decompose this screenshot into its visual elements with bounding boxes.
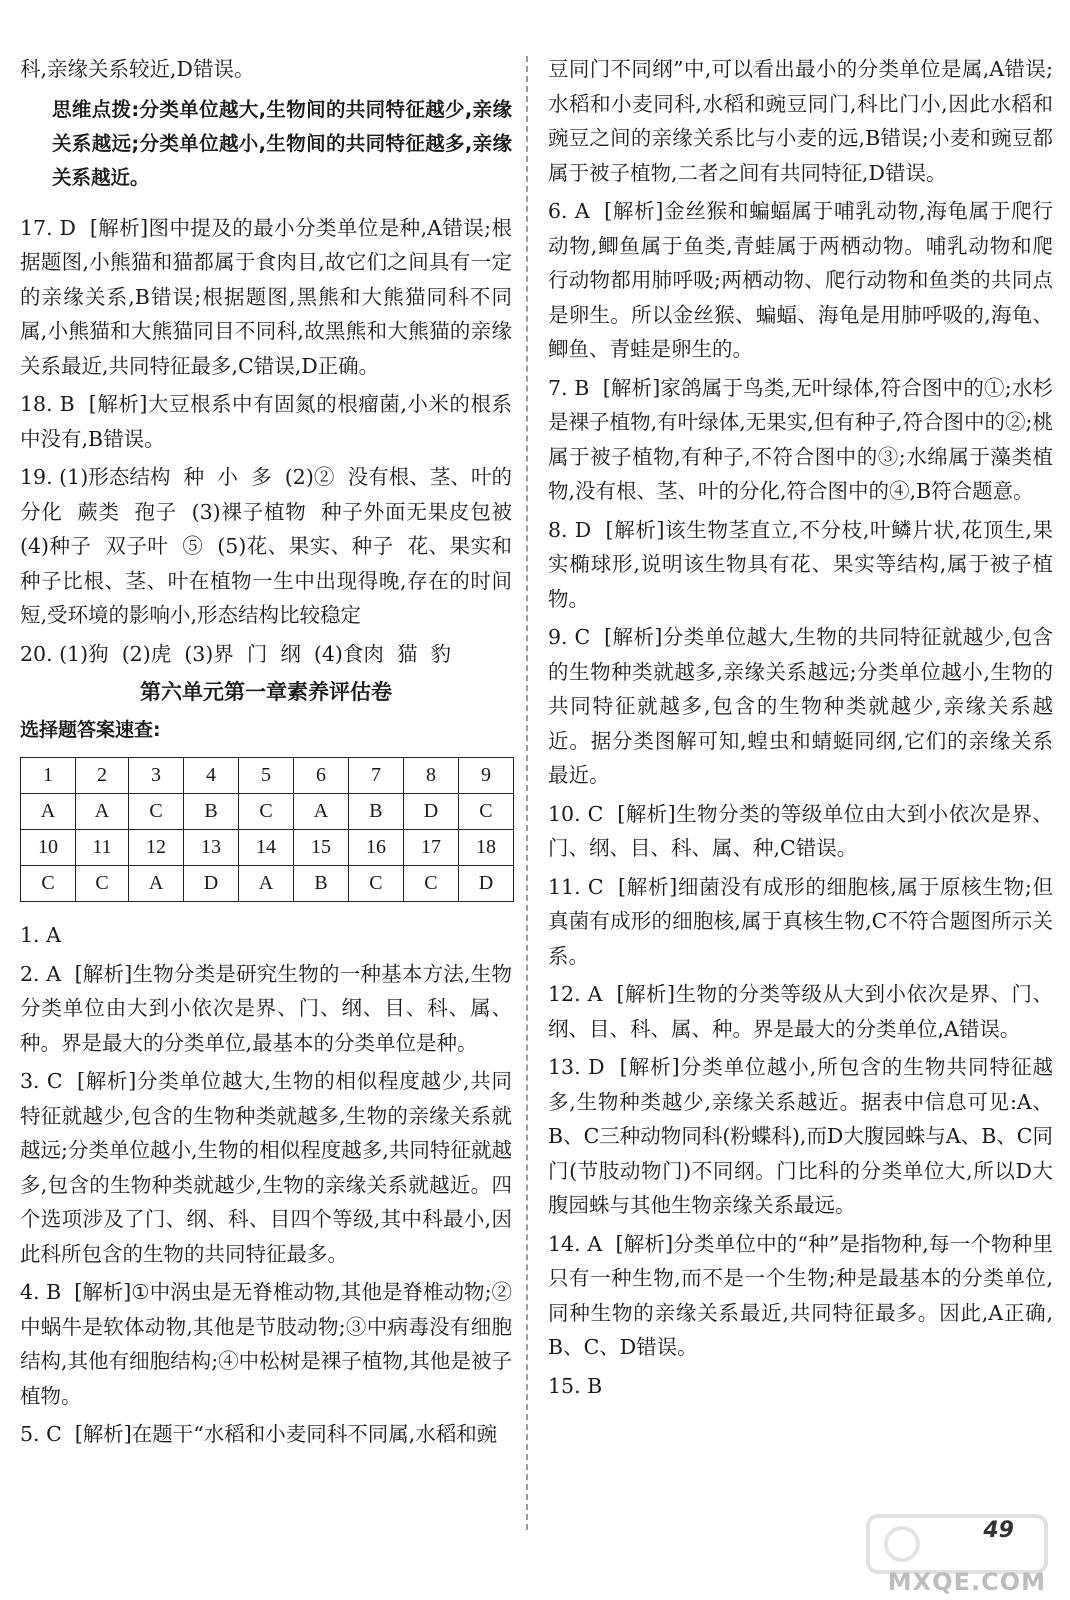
answer-table-cell: A [239,866,294,902]
answer-table-cell: 8 [403,758,458,794]
answer-table-cell: C [403,866,458,902]
column-divider [526,56,528,1530]
answer-table-cell: 10 [21,830,76,866]
answer-table-cell: 13 [184,830,239,866]
answer-item-9: 9. C [解析]分类单位越大,生物的共同特征就越少,包含的生物种类就越多,亲缘关系越远;分类单位越小,生物的共同特征就越多,包含的生物种类就越少,亲缘关系越近。据分类图解可知,蝗虫和蜻蜓同纲,它们的亲缘关系最近。 [548,625,1053,787]
answer-item-2: 2. A [解析]生物分类是研究生物的一种基本方法,生物分类单位由大到小依次是界、门、纲、目、科、属、种。界是最大的分类单位,最基本的分类单位是种。 [20,961,512,1055]
answer-item-4: 4. B [解析]①中涡虫是无脊椎动物,其他是脊椎动物;②中蜗牛是软体动物,其他是节肢动物;③中病毒没有细胞结构,其他有细胞结构;④中松树是裸子植物,其他是被子植物。 [20,1280,512,1408]
answer-table-cell: A [21,794,76,830]
answer-table-cell: A [294,794,349,830]
answer-table-cell: D [403,794,458,830]
right-column [548,52,1053,1407]
answer-table-row [21,830,514,866]
answer-table-cell: D [458,866,513,902]
answer-table-row [21,794,514,830]
answer-table-cell: C [239,794,294,830]
answer-table-cell: 14 [239,830,294,866]
answer-item-5: 5. C [解析]在题干“水稻和小麦同科不同属,水稻和豌 [20,1422,498,1446]
answer-item-12: 12. A [解析]生物的分类等级从大到小依次是界、门、纲、目、科、属、种。界是最大的分类单位,A错误。 [548,982,1053,1041]
answer-table-cell: 1 [21,758,76,794]
answer-item-14: 14. A [解析]分类单位中的“种”是指物种,每一个物种里只有一种生物,而不是一个生物;种是最基本的分类单位,同种生物的亲缘关系最近,共同特征最多。因此,A正确,B、C、D错误。 [548,1231,1053,1359]
answer-table-cell: 16 [348,830,403,866]
answer-table-cell: C [129,794,184,830]
answer-table-cell: 18 [458,830,513,866]
answer-item-1: 1. A [20,923,61,947]
answer-table-row [21,866,514,902]
answer-item-3: 3. C [解析]分类单位越大,生物的相似程度越少,共同特征就越少,包含的生物种类就越多,生物的亲缘关系就越远;分类单位越小,生物的相似程度越多,共同特征就越多,包含的生物种类就越少,生物的亲缘关系就越近。四个选项涉及了门、纲、科、目四个等级,其中科最小,因此科所包含的生物的共同特征最多。 [20,1069,512,1266]
answer-item-8: 8. D [解析]该生物茎直立,不分枝,叶鳞片状,花顶生,果实椭球形,说明该生物具有花、果实等结构,属于被子植物。 [548,517,1053,611]
answer-table [20,757,514,902]
thinking-tip: 思维点拨:分类单位越大,生物间的共同特征越少,亲缘关系越远;分类单位越小,生物间的共同特征越多,亲缘关系越近。 [52,97,512,189]
answer-item-11: 11. C [解析]细菌没有成形的细胞核,属于原核生物;但真菌有成形的细胞核,属于真核生物,C不符合题图所示关系。 [548,874,1053,968]
answer-item-6: 6. A [解析]金丝猴和蝙蝠属于哺乳动物,海龟属于爬行动物,鲫鱼属于鱼类,青蛙属于两栖动物。哺乳动物和爬行动物都用肺呼吸;两栖动物、爬行动物和鱼类的共同点是卵生。所以金丝猴、蝙蝠、海龟是用肺呼吸的,海龟、鲫鱼、青蛙是卵生的。 [548,199,1053,361]
answer-item-7: 7. B [解析]家鸽属于鸟类,无叶绿体,符合图中的①;水杉是裸子植物,有叶绿体,无果实,但有种子,符合图中的②;桃属于被子植物,有种子,不符合图中的③;水绵属于藻类植物,没有根、茎、叶的分化,符合图中的④,B符合题意。 [548,375,1053,503]
answer-item-17: 17. D [解析]图中提及的最小分类单位是种,A错误;根据题图,小熊猫和猫都属于食肉目,故它们之间具有一定的亲缘关系,B错误;根据题图,黑熊和大熊猫同科不同属,小熊猫和大熊猫同目不同科,故黑熊和大熊猫的亲缘关系最近,共同特征最多,C错误,D正确。 [20,215,512,378]
answer-item-19: 19. (1)形态结构 种 小 多 (2)② 没有根、茎、叶的分化 蕨类 孢子 (3)裸子植物 种子外面无果皮包被 (4)种子 双子叶 ⑤ (5)花、果实、种子 花、果实和种子比根、茎、叶在植物一生中出现得晚,存在的时间短,受环境的影响小,形态结构比较稳定 [20,465,526,627]
answer-table-cell: A [75,794,128,830]
answer-table-cell: A [129,866,184,902]
answer-table-cell: 7 [348,758,403,794]
answer-table-cell: C [75,866,128,902]
answer-table-cell: 2 [75,758,128,794]
answer-table-cell: C [458,794,513,830]
answer-table-cell: 4 [184,758,239,794]
answer-table-cell: 15 [294,830,349,866]
answer-table-cell: B [348,794,403,830]
answer-table-cell: 17 [403,830,458,866]
answer-table-cell: D [184,866,239,902]
page-number: 49 [983,1518,1014,1543]
answer-item-15: 15. B [548,1373,603,1398]
answer-table-cell: B [184,794,239,830]
answer-item-18: 18. B [解析]大豆根系中有固氮的根瘤菌,小米的根系中没有,B错误。 [20,392,512,451]
answer-item: 科,亲缘关系较近,D错误。 [20,57,255,81]
answer-table-cell: 6 [294,758,349,794]
section-title: 第六单元第一章素养评估卷 [140,680,392,704]
answer-item-20: 20. (1)狗 (2)虎 (3)界 门 纲 (4)食肉 猫 豹 [20,641,451,666]
answer-item-5-cont: 豆同门不同纲”中,可以看出最小的分类单位是属,A错误;水稻和小麦同科,水稻和豌豆同门,科比门小,因此水稻和豌豆之间的亲缘关系比与小麦的远,B错误;小麦和豌豆都属于被子植物,二者之间有共同特征,D错误。 [548,57,1053,185]
answer-table-cell: B [294,866,349,902]
watermark-text: MXQE.COM [887,1568,1046,1596]
quick-check-label: 选择题答案速查: [20,719,161,741]
answer-table-cell: 3 [129,758,184,794]
answer-table-cell: C [21,866,76,902]
left-column [20,52,526,1456]
answer-table-row [21,758,514,794]
answer-table-cell: 12 [129,830,184,866]
answer-item-10: 10. C [解析]生物分类的等级单位由大到小依次是界、门、纲、目、科、属、种,C错误。 [548,801,1053,860]
answer-item-13: 13. D [解析]分类单位越小,所包含的生物共同特征越多,生物种类越少,亲缘关系越近。据表中信息可见:A、B、C三种动物同科(粉蝶科),而D大腹园蛛与A、B、C同门(节肢动物门)不同纲。门比科的分类单位大,所以D大腹园蛛与其他生物亲缘关系最远。 [548,1055,1053,1217]
answer-table-cell: 11 [75,830,128,866]
answer-table-cell: C [348,866,403,902]
answer-table-cell: 9 [458,758,513,794]
answer-table-cell: 5 [239,758,294,794]
